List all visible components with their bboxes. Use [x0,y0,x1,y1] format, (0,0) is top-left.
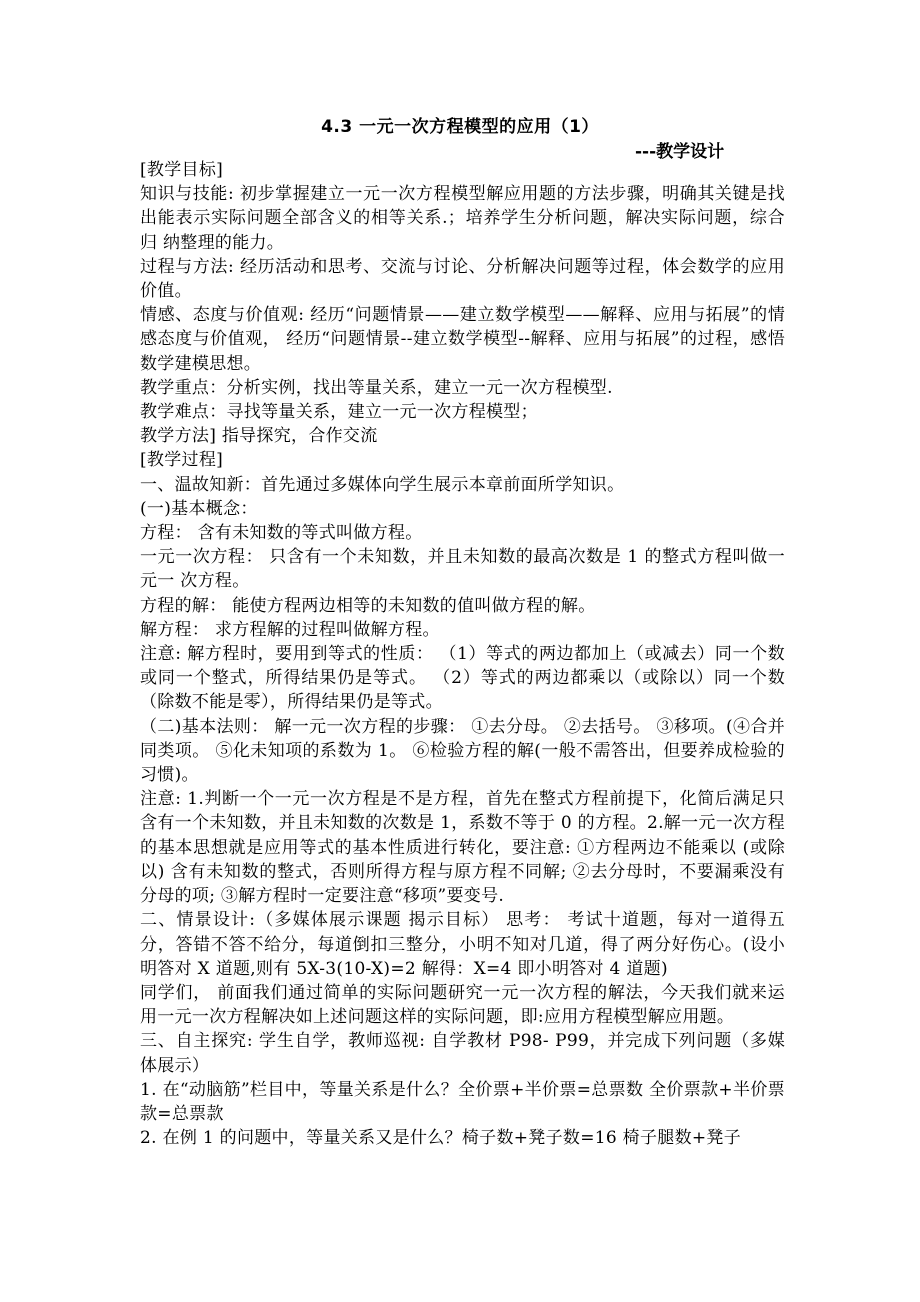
paragraph-question-1: 1. 在“动脑筋”栏目中，等量关系是什么？全价票+半价票=总票数 全价票款+半价票款=总票款 [140,1079,785,1124]
paragraph-note-judgement: 注意: 1.判断一个一元一次方程是不是方程，首先在整式方程前提下，化简后满足只含有一个未知数，并且未知数的次数是 1，系数不等于 0 的方程。2.解一元一次方程的基本思想就是应用等式的基本性质进行转化，要注意: ①方程两边不能乘以 (或除以) 含有未知数的整式，否则所得方程与原方程不同解; ②去分母时，不要漏乘没有分母的项; ③解方程时一定要注意“移项”要变号. [140,789,785,907]
paragraph-question-2: 2. 在例 1 的问题中，等量关系又是什么？椅子数+凳子数=16 椅子腿数+凳子 [140,1128,742,1149]
paragraph-review: 一、温故知新：首先通过多媒体向学生展示本章前面所学知识。 [140,474,625,495]
paragraph-basic-rules: （二)基本法则： 解一元一次方程的步骤： ①去分母。 ②去括号。 ③移项。(④合并同类项。 ⑤化未知项的系数为 1。 ⑥检验方程的解(一般不需答出，但要养成检验的习惯)。 [140,716,785,786]
section-heading-objectives: [教学目标] [140,160,224,180]
paragraph-linear-equation-def: 一元一次方程： 只含有一个未知数，并且未知数的最高次数是 1 的整式方程叫做一元一 次方程。 [140,547,785,592]
paragraph-difficulties: 教学难点：寻找等量关系，建立一元一次方程模型； [140,402,538,423]
paragraph-solution-def: 方程的解： 能使方程两边相等的未知数的值叫做方程的解。 [140,595,596,616]
paragraph-basic-concepts: (一)基本概念： [140,498,258,519]
paragraph-equation-def: 方程： 含有未知数的等式叫做方程。 [140,523,423,544]
document-title: 4.3 一元一次方程模型的应用（1） [321,117,599,137]
section-heading-process: [教学过程] [140,450,224,471]
document-subtitle: ---教学设计 [635,142,725,162]
paragraph-emotion-values: 情感、态度与价值观: 经历“问题情景——建立数学模型——解释、应用与拓展”的情感态度与价值观， 经历“问题情景--建立数学模型--解释、应用与拓展”的过程，感悟数学建模思想。 [140,305,785,374]
paragraph-process-method: 过程与方法: 经历活动和思考、交流与讨论、分析解决问题等过程，体会数学的应用价值。 [140,256,785,302]
paragraph-self-study: 三、自主探究: 学生自学，教师巡视: 自学教材 P98- P99，并完成下列问题（多媒体展示） [140,1031,785,1076]
paragraph-key-points: 教学重点：分析实例，找出等量关系，建立一元一次方程模型. [140,377,613,398]
document-body [140,158,785,1150]
paragraph-knowledge-skills: 知识与技能: 初步掌握建立一元一次方程模型解应用题的方法步骤，明确其关键是找出能表示实际问题全部含义的相等关系.；培养学生分析问题，解决实际问题，综合归 纳整理的能力。 [140,184,785,253]
paragraph-solving-def: 解方程： 求方程解的过程叫做解方程。 [140,619,440,640]
paragraph-method: 教学方法] 指导探究，合作交流 [140,426,378,447]
paragraph-students: 同学们， 前面我们通过简单的实际问题研究一元一次方程的解法，今天我们就来运用一元一次方程解决如上述问题这样的实际问题，即:应用方程模型解应用题。 [140,982,785,1028]
paragraph-note-properties: 注意: 解方程时，要用到等式的性质： （1）等式的两边都加上（或减去）同一个数或同一个整式，所得结果仍是等式。 （2）等式的两边都乘以（或除以）同一个数（除数不能是零），所得结果仍是等式。 [140,644,785,713]
paragraph-scenario: 二、情景设计:（多媒体展示课题 揭示目标） 思考： 考试十道题，每对一道得五分，答错不答不给分，每道倒扣三整分，小明不知对几道，得了两分好伤心。(设小明答对 X 道题,则有 5X-3(10-X)=2 解得：X=4 即小明答对 4 道题) [140,910,785,979]
